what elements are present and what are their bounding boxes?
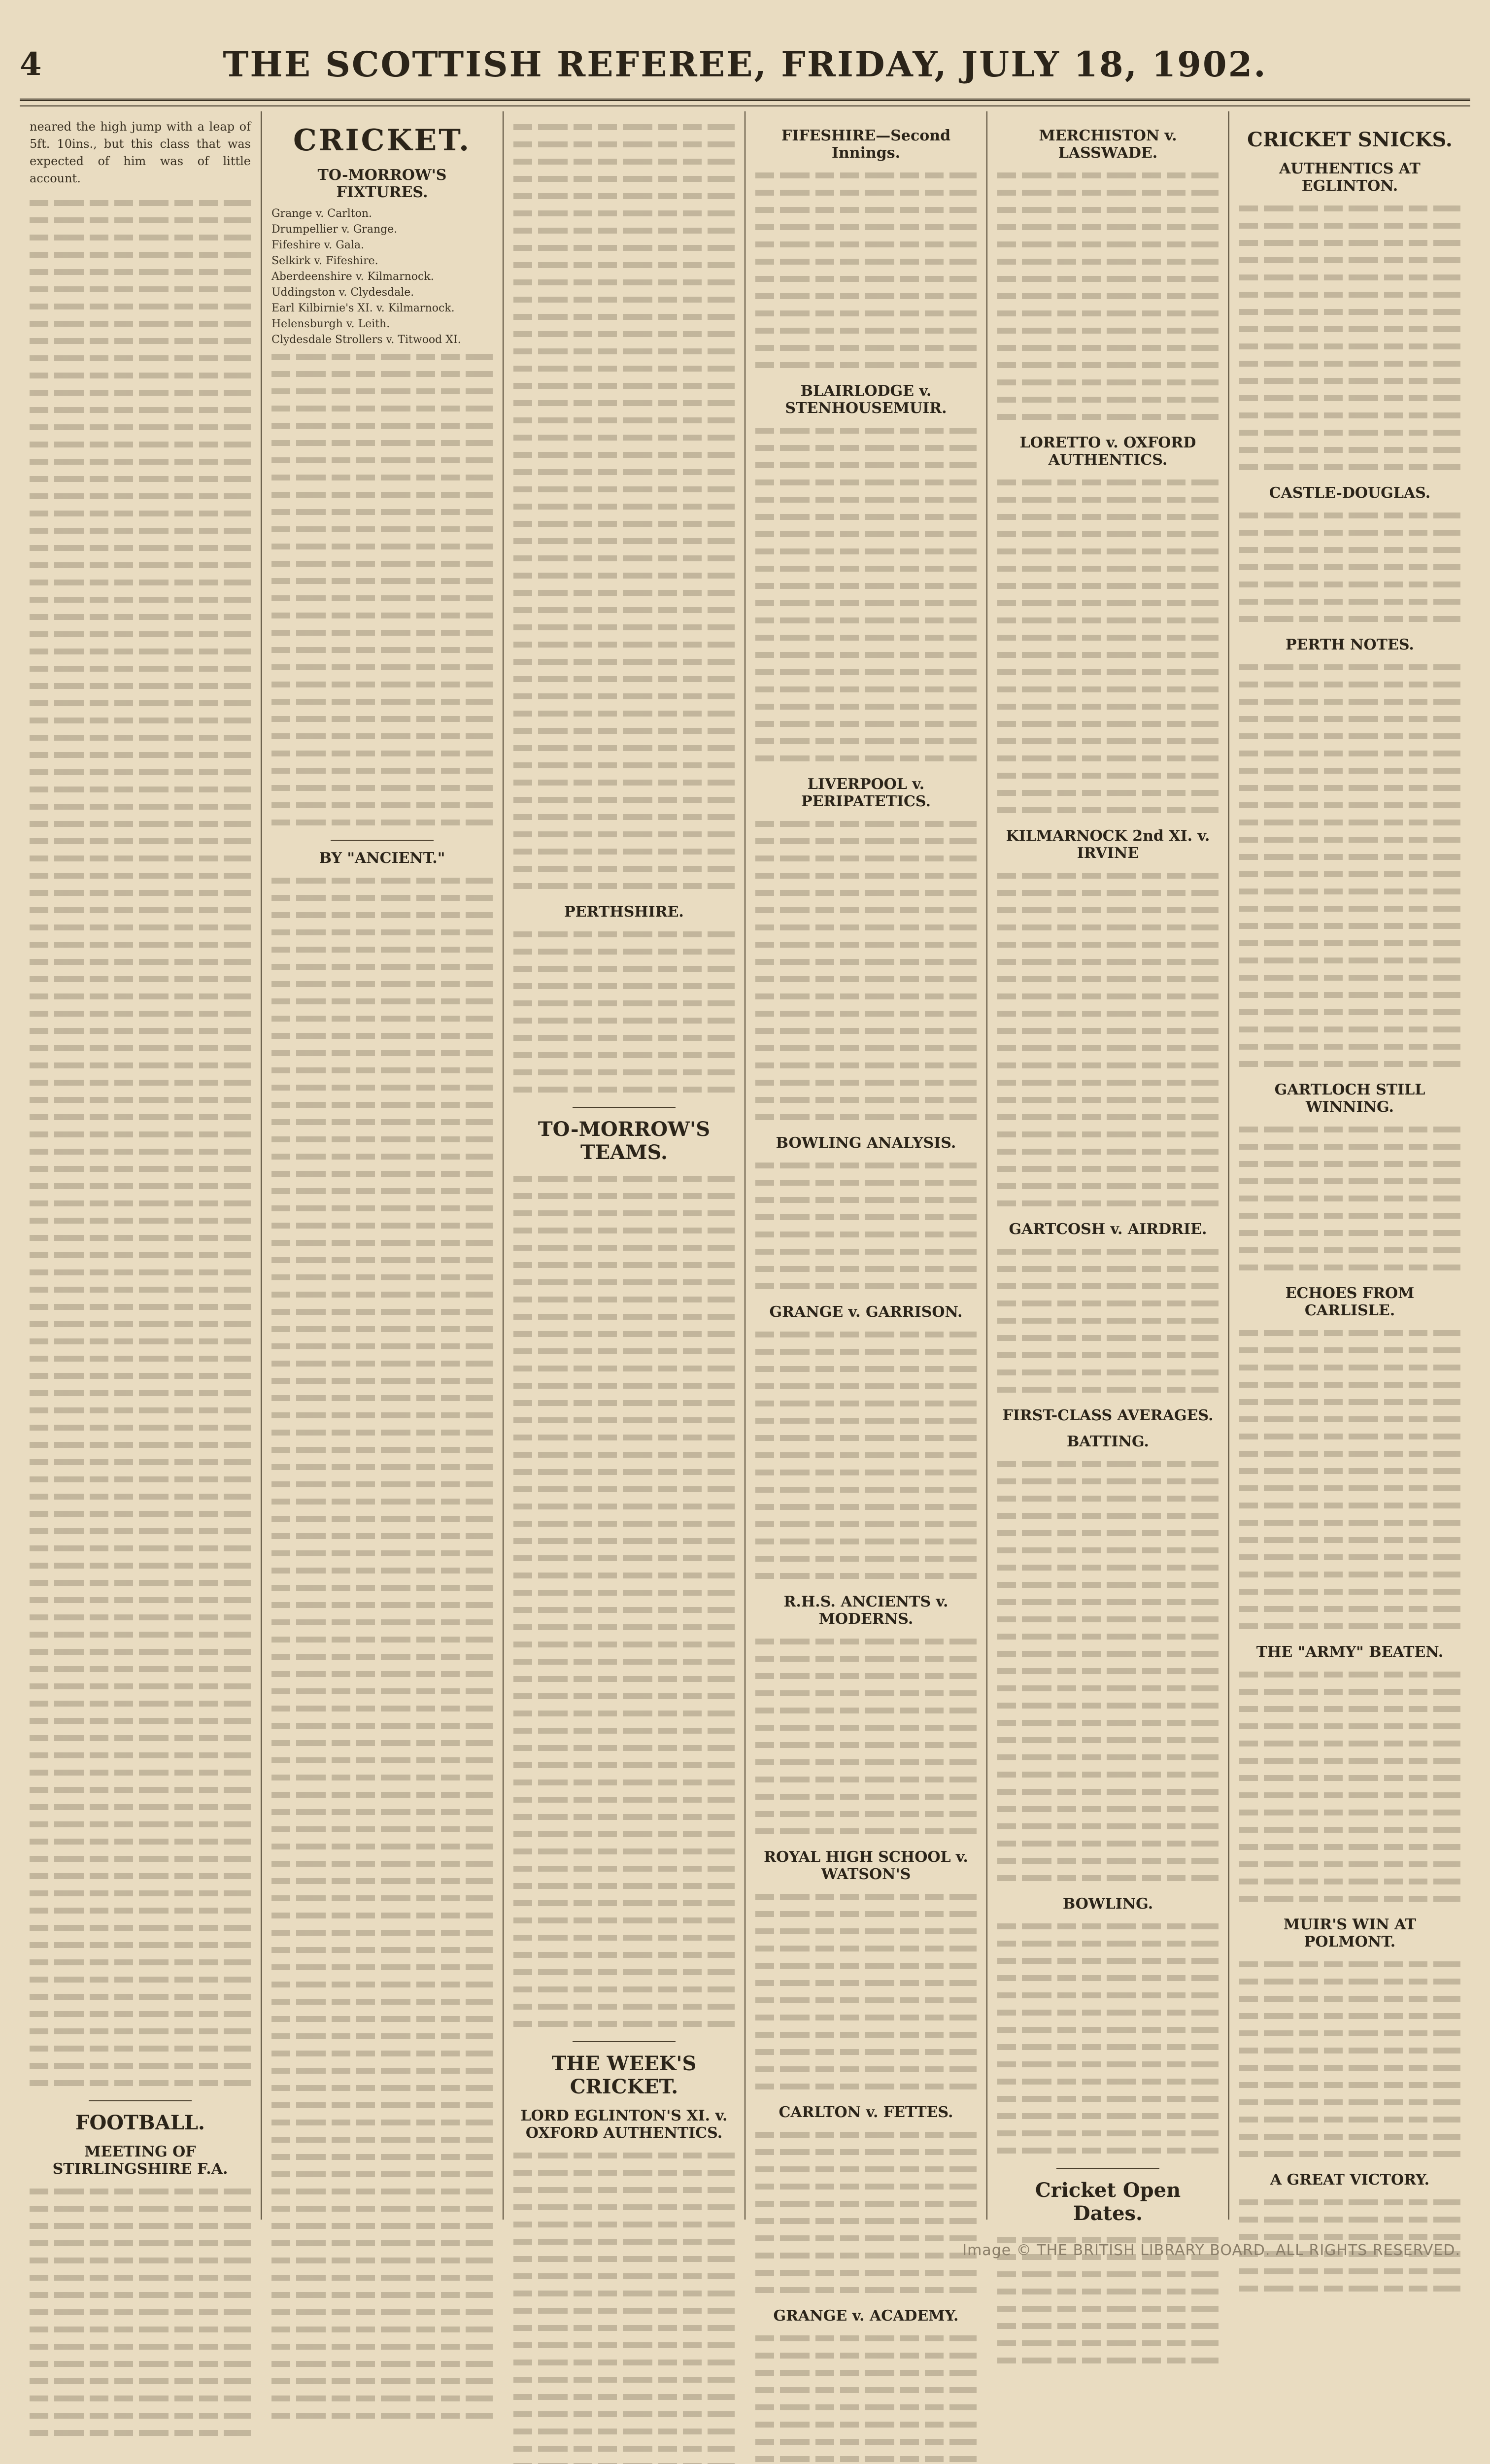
royal-high-heading: ROYAL HIGH SCHOOL v. WATSON'S	[764, 1848, 968, 1883]
page-number: 4	[20, 45, 42, 83]
army-body	[1239, 1666, 1460, 1907]
fixture-item: Aberdeenshire v. Kilmarnock.	[271, 271, 434, 283]
kilmarnock-body	[997, 867, 1219, 1212]
tomorrow-teams-heading: TO-MORROW'S TEAMS.	[538, 1118, 711, 1164]
merchiston-scores	[997, 167, 1219, 425]
bowling-heading: BOWLING.	[1062, 1895, 1153, 1913]
grange-academy-heading: GRANGE v. ACADEMY.	[773, 2307, 959, 2325]
grange-academy-scores	[755, 2329, 977, 2464]
blairlodge-heading: BLAIRLODGE v. STENHOUSEMUIR.	[785, 382, 947, 417]
rhs-scores	[755, 1633, 977, 1840]
blairlodge-scores	[755, 422, 977, 767]
merchiston-heading: MERCHISTON v. LASSWADE.	[1039, 127, 1177, 162]
rhs-heading: R.H.S. ANCIENTS v. MODERNS.	[783, 1593, 948, 1628]
fixture-item: Clydesdale Strollers v. Titwood XI.	[271, 334, 461, 346]
ancient-heading: BY "ANCIENT."	[319, 850, 445, 867]
column-3	[504, 111, 745, 2220]
muir-body	[1239, 1955, 1460, 2162]
grange-garrison-scores	[755, 1326, 977, 1584]
muir-heading: MUIR'S WIN AT POLMONT.	[1283, 1916, 1417, 1951]
fixture-item: Grange v. Carlton.	[271, 207, 372, 220]
masthead	[20, 30, 1470, 101]
bowling-analysis-heading: BOWLING ANALYSIS.	[776, 1134, 956, 1152]
column-1	[20, 111, 262, 2220]
perthshire-body	[513, 925, 735, 1098]
col1-article-body	[30, 194, 251, 2091]
teams-body	[513, 1170, 735, 2032]
gartloch-heading: GARTLOCH STILL WINNING.	[1274, 1081, 1425, 1116]
eglinton-body	[513, 2147, 735, 2464]
perth-notes-body	[1239, 658, 1460, 1072]
loretto-heading: LORETTO v. OXFORD AUTHENTICS.	[1019, 434, 1196, 469]
carlisle-heading: ECHOES FROM CARLISLE.	[1285, 1285, 1415, 1319]
col1-intro-text: neared the high jump with a leap of 5ft. 10ins., but this class that was expected of him was of little account.	[30, 120, 251, 185]
kilmarnock-heading: KILMARNOCK 2nd XI. v. IRVINE	[1006, 827, 1210, 862]
football-heading: FOOTBALL.	[75, 2111, 205, 2134]
fixture-item: Selkirk v. Fifeshire.	[271, 255, 378, 267]
football-article-body	[30, 2183, 251, 2441]
column-2	[262, 111, 504, 2220]
bowling-table	[997, 1917, 1219, 2159]
castle-douglas-body	[1239, 507, 1460, 627]
fixture-item: Fifeshire v. Gala.	[271, 239, 365, 251]
col3-article-top	[513, 118, 735, 894]
perthshire-heading: PERTHSHIRE.	[564, 903, 684, 921]
fifeshire-heading: FIFESHIRE—Second Innings.	[781, 127, 951, 162]
liverpool-scores	[755, 815, 977, 1126]
grange-garrison-heading: GRANGE v. GARRISON.	[769, 1303, 963, 1321]
loretto-scores	[997, 474, 1219, 819]
royal-high-scores	[755, 1888, 977, 2095]
fixture-item: Drumpellier v. Grange.	[271, 223, 398, 236]
carlton-fettes-scores	[755, 2126, 977, 2298]
cricket-heading: CRICKET.	[293, 123, 472, 158]
meeting-heading: MEETING OF STIRLINGSHIRE F.A.	[52, 2143, 228, 2178]
batting-heading: BATTING.	[1066, 1433, 1150, 1450]
open-dates-heading: Cricket Open Dates.	[1035, 2179, 1181, 2225]
carlisle-body	[1239, 1324, 1460, 1635]
column-5	[987, 111, 1229, 2225]
fixtures-list	[271, 206, 493, 831]
fixtures-heading: TO-MORROW'S FIXTURES.	[317, 167, 447, 201]
authentics-heading: AUTHENTICS AT EGLINTON.	[1279, 160, 1421, 195]
week-cricket-heading: THE WEEK'S CRICKET.	[551, 2052, 697, 2098]
averages-heading: FIRST-CLASS AVERAGES.	[1002, 1407, 1214, 1424]
copyright-credit: Image © THE BRITISH LIBRARY BOARD. ALL RIGHTS RESERVED.	[962, 2242, 1460, 2259]
fixture-item: Uddingston v. Clydesdale.	[271, 286, 414, 299]
authentics-body	[1239, 200, 1460, 476]
gartcosh-heading: GARTCOSH v. AIRDRIE.	[1009, 1221, 1207, 1238]
bowling-analysis-table	[755, 1157, 977, 1295]
masthead-rule	[20, 105, 1470, 106]
perth-notes-heading: PERTH NOTES.	[1286, 636, 1414, 653]
fixture-item: Earl Kilbirnie's XI. v. Kilmarnock.	[271, 302, 455, 314]
gartloch-body	[1239, 1121, 1460, 1276]
cricket-snicks-heading: CRICKET SNICKS.	[1247, 128, 1453, 151]
divider	[89, 2100, 192, 2101]
divider	[573, 1107, 676, 1108]
divider	[331, 840, 434, 841]
castle-douglas-heading: CASTLE-DOUGLAS.	[1269, 484, 1431, 502]
divider	[1056, 2168, 1159, 2169]
victory-heading: A GREAT VICTORY.	[1270, 2171, 1430, 2189]
eglinton-heading: LORD EGLINTON'S XI. v. OXFORD AUTHENTICS.	[520, 2107, 728, 2142]
fixture-item: Helensburgh v. Leith.	[271, 318, 390, 330]
fifeshire-scores	[755, 167, 977, 374]
gartcosh-body	[997, 1243, 1219, 1398]
batting-table	[997, 1455, 1219, 1886]
army-heading: THE "ARMY" BEATEN.	[1256, 1643, 1444, 1661]
liverpool-heading: LIVERPOOL v. PERIPATETICS.	[801, 776, 931, 810]
column-6	[1229, 111, 1470, 2220]
column-4	[745, 111, 987, 2325]
carlton-fettes-heading: CARLTON v. FETTES.	[779, 2104, 953, 2121]
paper-title: THE SCOTTISH REFEREE, FRIDAY, JULY 18, 1902.	[223, 43, 1267, 85]
ancient-article-body	[271, 872, 493, 2424]
divider	[573, 2041, 676, 2042]
